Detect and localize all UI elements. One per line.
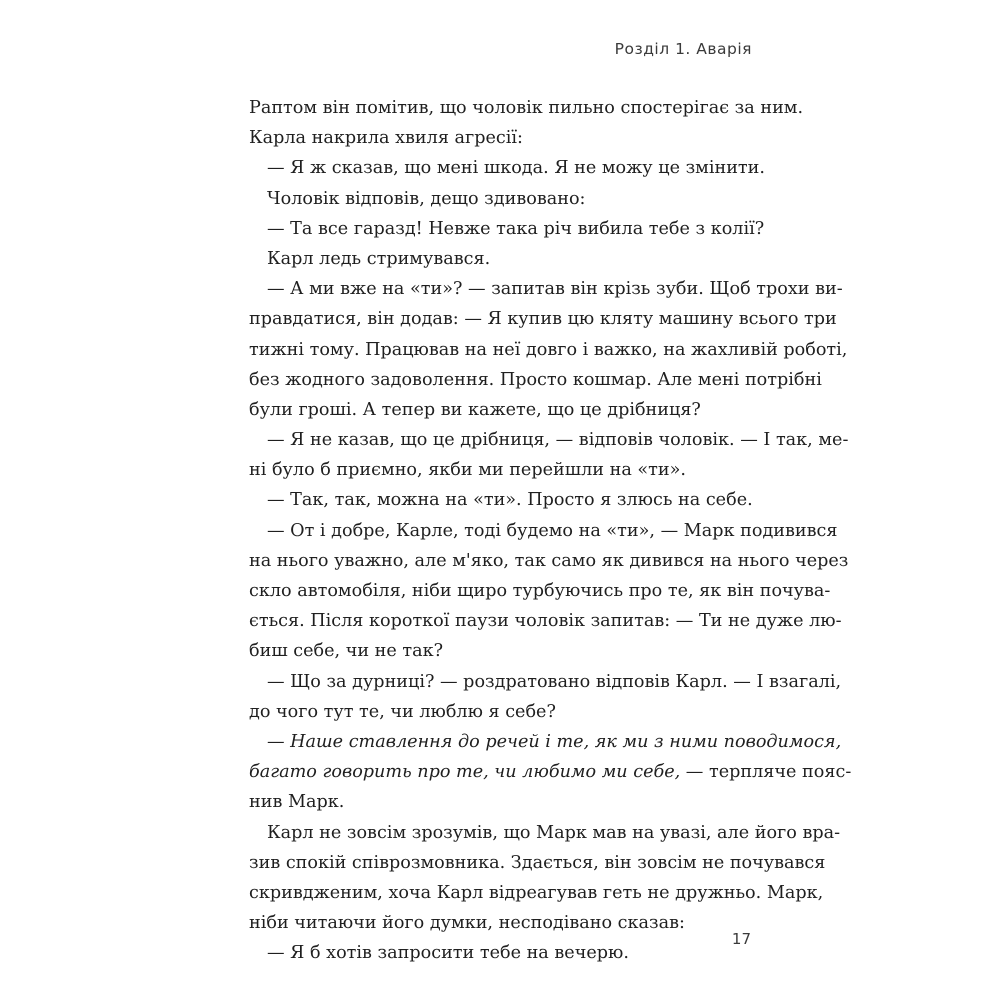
text-line: — Я б хотів запросити тебе на вечерю. xyxy=(267,943,629,964)
text-line: до чого тут те, чи люблю я себе? xyxy=(249,701,556,722)
text-line: — Так, так, можна на «ти». Просто я злюсь на себе. xyxy=(267,490,753,511)
text-line: — От і добре, Карле, тоді будемо на «ти», — Марк подивився xyxy=(267,520,838,541)
text-line: були гроші. А тепер ви кажете, що це дрібниця? xyxy=(249,399,701,420)
text-line: скло автомобіля, ніби щиро турбуючись про те, як він почува- xyxy=(249,581,831,601)
text-line: правдатися, він додав: — Я купив цю кляту машину всього три xyxy=(249,309,837,330)
text-line: Чоловік відповів, дещо здивовано: xyxy=(267,188,586,209)
text-line: — А ми вже на «ти»? — запитав він крізь зуби. Щоб трохи ви- xyxy=(267,279,843,300)
text-line: зив спокій співрозмовника. Здається, він зовсім не почувався xyxy=(249,852,826,873)
text-line: ніби читаючи його думки, несподівано сказав: xyxy=(249,913,685,934)
text-line: ні було б приємно, якби ми перейшли на «ти». xyxy=(249,460,686,481)
text-line: без жодного задоволення. Просто кошмар. Але мені потрібні xyxy=(249,369,822,390)
text-line-italic: — Наше ставлення до речей і те, як ми з ними поводимося, xyxy=(267,731,842,752)
text-line: биш себе, чи не так? xyxy=(249,641,444,662)
text-line: тижні тому. Працював на неї довго і важко, на жахливій роботі, xyxy=(249,339,848,360)
text-line: — Та все гаразд! Невже така річ вибила тебе з колії? xyxy=(267,218,765,239)
text-line: — Я ж сказав, що мені шкода. Я не можу це змінити. xyxy=(267,158,765,179)
text-fragment: — терпляче пояс- xyxy=(680,762,852,783)
text-line: нив Марк. xyxy=(249,792,345,813)
text-line: ється. Після короткої паузи чоловік запитав: — Ти не дуже лю- xyxy=(249,611,842,632)
page-number: 17 xyxy=(731,930,751,948)
text-line: Карл не зовсім зрозумів, що Марк мав на увазі, але його вра- xyxy=(267,822,841,843)
text-line: скривдженим, хоча Карл відреагував геть не дружньо. Марк, xyxy=(249,882,824,903)
running-header-chapter-title: Розділ 1. Аварія xyxy=(614,40,752,58)
text-line: Раптом він помітив, що чоловік пильно спостерігає за ним. xyxy=(249,98,804,118)
text-line: Карл ледь стримувався. xyxy=(267,248,491,269)
text-line-mixed xyxy=(249,757,852,787)
text-line: — Я не казав, що це дрібниця, — відповів чоловік. — І так, ме- xyxy=(267,430,849,451)
text-line: — Що за дурниці? — роздратовано відповів Карл. — І взагалі, xyxy=(267,671,842,692)
text-line: Карла накрила хвиля агресії: xyxy=(249,128,523,149)
body-text xyxy=(249,93,852,968)
italic-quote-fragment: багато говорить про те, чи любимо ми себе, xyxy=(249,762,681,783)
text-line: на нього уважно, але м'яко, так само як дивився на нього через xyxy=(249,550,849,571)
